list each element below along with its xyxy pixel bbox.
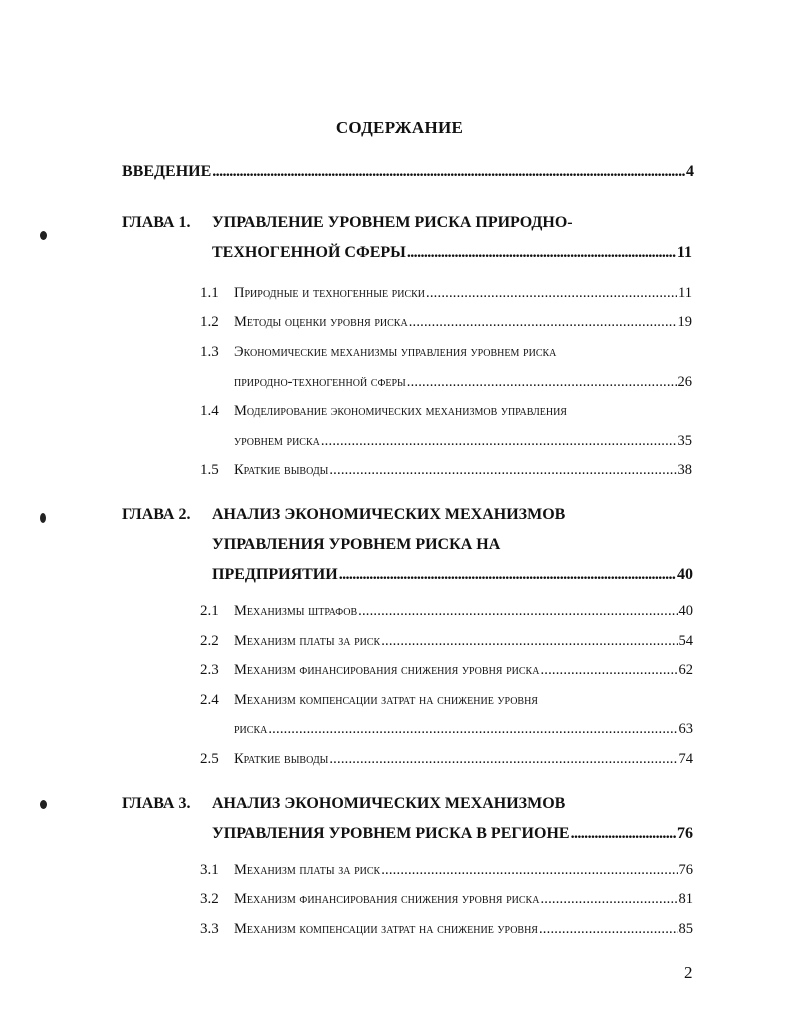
entry-page: 26 (677, 374, 692, 390)
toc-entry-section-2-3[interactable] (234, 662, 693, 679)
section-number: 3.2 (200, 891, 219, 907)
dot-leader (539, 921, 678, 938)
toc-entry-chapter-1[interactable] (212, 244, 692, 262)
entry-label: Механизм платы за риск (234, 633, 381, 649)
dot-leader (407, 244, 676, 262)
chapter-2-title-line-2: УПРАВЛЕНИЯ УРОВНЕМ РИСКА НА (212, 536, 501, 553)
toc-entry-section-3-2[interactable] (234, 891, 693, 908)
chapter-2-title-line-1: АНАЛИЗ ЭКОНОМИЧЕСКИХ МЕХАНИЗМОВ (212, 506, 566, 523)
section-number: 2.3 (200, 662, 219, 678)
section-number: 2.4 (200, 692, 219, 708)
entry-page: 63 (678, 721, 693, 737)
toc-entry-section-3-3[interactable] (234, 921, 693, 938)
toc-entry-section-2-5[interactable] (234, 751, 693, 768)
toc-entry-section-1-4[interactable] (234, 433, 692, 450)
section-number: 1.2 (200, 314, 219, 330)
entry-label: Механизм финансирования снижения уровня риска (234, 891, 540, 907)
dot-leader (540, 662, 677, 679)
chapter-1-label: ГЛАВА 1. (122, 214, 191, 231)
toc-entry-chapter-2[interactable] (212, 566, 693, 584)
entry-page: 4 (686, 163, 694, 180)
section-1-4-title-line-1: Моделирование экономических механизмов управления (234, 403, 567, 419)
entry-page: 35 (677, 433, 692, 449)
toc-entry-section-1-3[interactable] (234, 374, 692, 391)
section-1-3-title-line-1: Экономические механизмы управления уровнем риска (234, 344, 557, 360)
entry-label: риска (234, 721, 268, 737)
entry-page: 76 (678, 862, 693, 878)
dot-leader (426, 285, 677, 302)
dot-leader (571, 825, 676, 843)
dot-leader (268, 721, 677, 738)
entry-page: 81 (678, 891, 693, 907)
entry-page: 74 (678, 751, 693, 767)
chapter-1-title-line-1: УПРАВЛЕНИЕ УРОВНЕМ РИСКА ПРИРОДНО- (212, 214, 573, 231)
entry-label: Природные и техногенные риски (234, 285, 426, 301)
entry-page: 11 (676, 244, 692, 261)
section-number: 1.5 (200, 462, 219, 478)
toc-entry-section-1-1[interactable] (234, 285, 692, 302)
entry-page: 19 (677, 314, 692, 330)
toc-entry-section-2-2[interactable] (234, 633, 693, 650)
entry-page: 38 (677, 462, 692, 478)
entry-label: Методы оценки уровня риска (234, 314, 408, 330)
entry-page: 76 (677, 825, 693, 842)
entry-label: Механизмы штрафов (234, 603, 358, 619)
toc-entry-section-3-1[interactable] (234, 862, 693, 879)
toc-entry-section-2-1[interactable] (234, 603, 693, 620)
dot-leader (409, 314, 677, 331)
punch-hole-mark (40, 800, 47, 809)
toc-entry-section-1-5[interactable] (234, 462, 692, 479)
entry-page: 54 (678, 633, 693, 649)
chapter-3-title-line-1: АНАЛИЗ ЭКОНОМИЧЕСКИХ МЕХАНИЗМОВ (212, 795, 566, 812)
entry-page: 40 (678, 603, 693, 619)
page-number: 2 (684, 963, 693, 982)
toc-entry-section-2-4[interactable] (234, 721, 693, 738)
entry-label: Механизм компенсации затрат на снижение уровня (234, 921, 538, 937)
section-2-4-title-line-1: Механизм компенсации затрат на снижение уровня (234, 692, 538, 708)
entry-label: ПРЕДПРИЯТИИ (212, 566, 338, 583)
toc-entry-chapter-3[interactable] (212, 825, 693, 843)
entry-label: ТЕХНОГЕННОЙ СФЕРЫ (212, 244, 406, 261)
entry-label: уровнем риска (234, 433, 320, 449)
section-number: 2.5 (200, 751, 219, 767)
dot-leader (329, 751, 677, 768)
entry-label: Краткие выводы (234, 462, 329, 478)
toc-entry-introduction[interactable] (122, 163, 694, 181)
dot-leader (407, 374, 677, 391)
entry-page: 11 (678, 285, 692, 301)
chapter-3-label: ГЛАВА 3. (122, 795, 191, 812)
entry-page: 40 (677, 566, 693, 583)
entry-label: Краткие выводы (234, 751, 329, 767)
dot-leader (212, 163, 685, 181)
punch-hole-mark (40, 513, 46, 523)
dot-leader (358, 603, 677, 620)
section-number: 2.2 (200, 633, 219, 649)
entry-label: Механизм платы за риск (234, 862, 381, 878)
section-number: 1.1 (200, 285, 219, 301)
toc-title: СОДЕРЖАНИЕ (335, 118, 464, 137)
toc-entry-section-1-2[interactable] (234, 314, 692, 331)
entry-label: УПРАВЛЕНИЯ УРОВНЕМ РИСКА В РЕГИОНЕ (212, 825, 570, 842)
entry-page: 85 (678, 921, 693, 937)
chapter-2-label: ГЛАВА 2. (122, 506, 191, 523)
dot-leader (321, 433, 677, 450)
section-number: 3.1 (200, 862, 219, 878)
dot-leader (540, 891, 677, 908)
dot-leader (381, 633, 677, 650)
entry-label: ВВЕДЕНИЕ (122, 163, 212, 180)
entry-label: Механизм финансирования снижения уровня риска (234, 662, 540, 678)
section-number: 2.1 (200, 603, 219, 619)
section-number: 1.4 (200, 403, 219, 419)
dot-leader (381, 862, 677, 879)
entry-page: 62 (678, 662, 693, 678)
section-number: 1.3 (200, 344, 219, 360)
dot-leader (339, 566, 676, 584)
entry-label: природно-техногенной сферы (234, 374, 406, 390)
section-number: 3.3 (200, 921, 219, 937)
dot-leader (329, 462, 676, 479)
punch-hole-mark (40, 231, 47, 240)
